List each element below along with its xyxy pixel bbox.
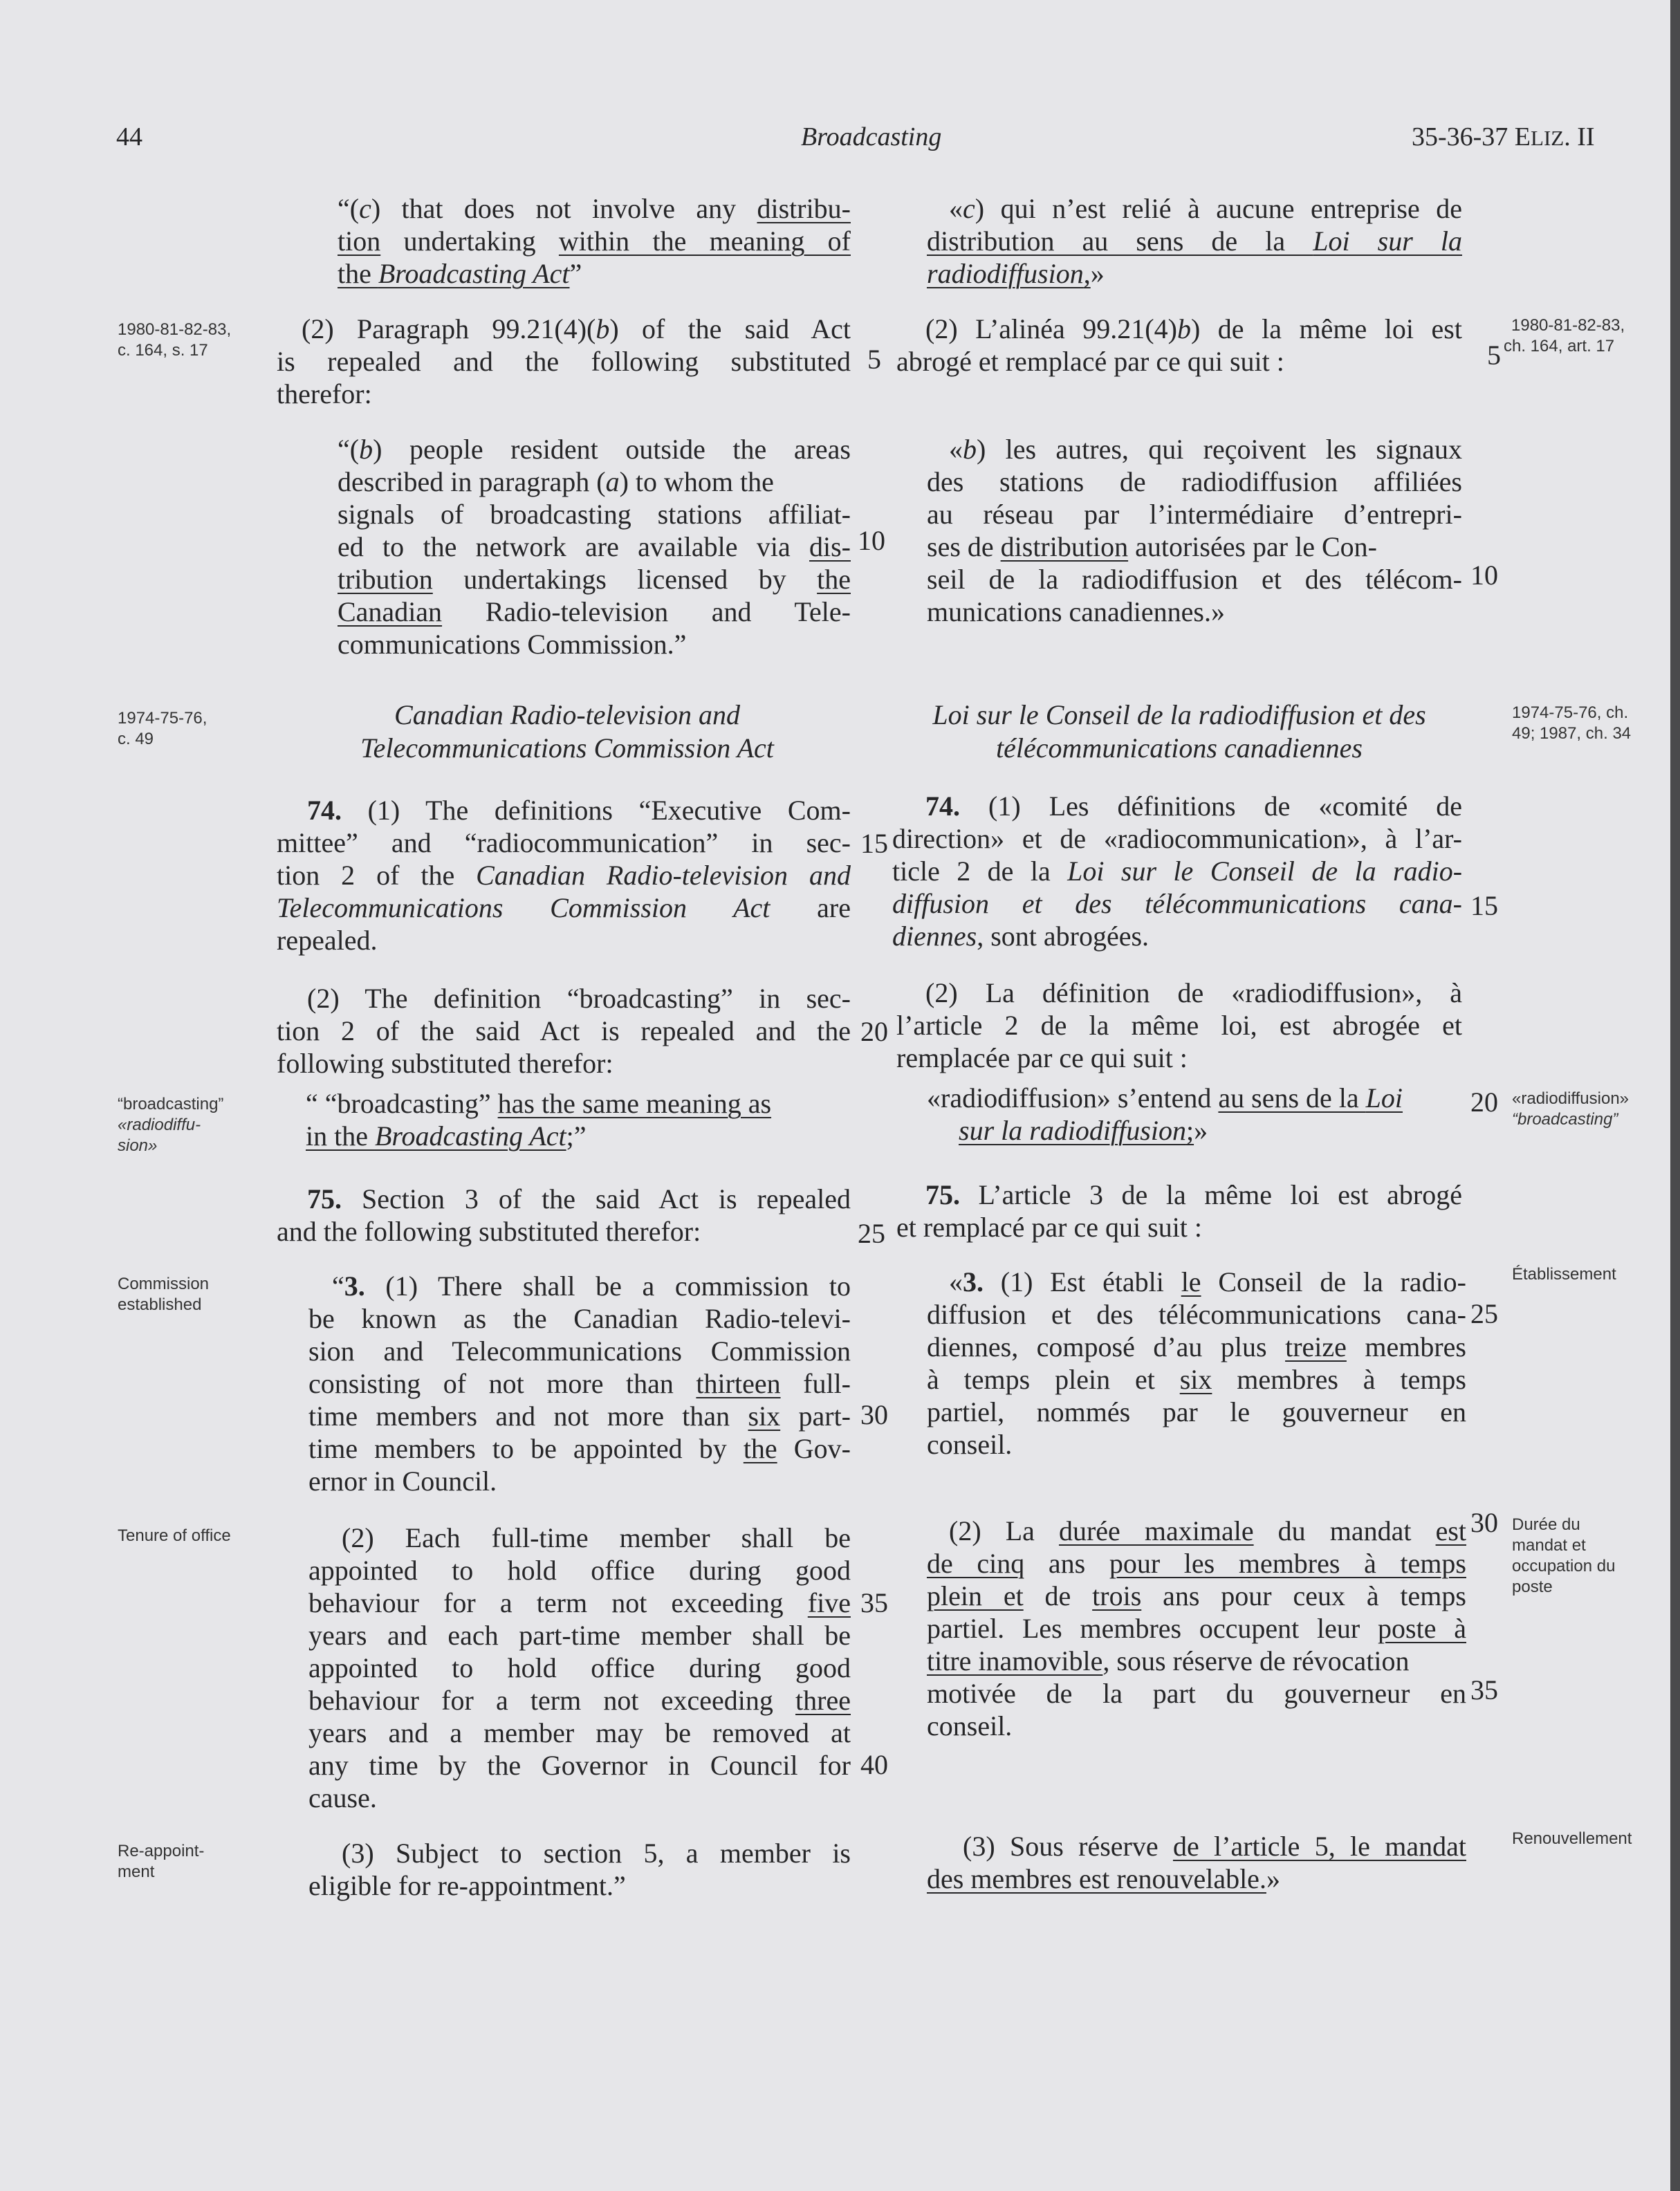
- margin-note-citation-1974-fr: 1974-75-76, ch. 49; 1987, ch. 34: [1512, 703, 1632, 743]
- line-number-15: 15: [860, 828, 888, 859]
- margin-note-citation-1980-fr: 1980-81-82-83,: [1511, 316, 1625, 335]
- margin-note-radiodiffusion: «radiodiffusion» “broadcasting”: [1512, 1089, 1630, 1129]
- en-section-3-1: “3. (1) There shall be a commission to be known as the Canadian Radio-televi- sion and Telecommunications Commission consisting of not more than thirteen full- time members and not more than six part- time members to be appointed by the Gov- ernor in Council.: [308, 1270, 851, 1497]
- en-section-75: 75. Section 3 of the said Act is repealed and the following substituted therefor:: [277, 1183, 851, 1247]
- fr-section-3-2: (2) La durée maximale du mandat est de cinq ans pour les membres à temps plein et de trois ans pour ceux à temps partiel. Les membres occupent leur poste à titre inamovible, sous réserve de révocation motivée de la part du gouverneur en conseil.: [927, 1515, 1467, 1741]
- margin-note-commission-established: Commission established: [118, 1275, 210, 1314]
- line-number-30-right: 30: [1470, 1507, 1498, 1538]
- line-number-5: 5: [867, 344, 881, 375]
- margin-note-renouvellement: Renouvellement: [1512, 1829, 1632, 1848]
- en-section-74-2: (2) The definition “broadcasting” in sec- tion 2 of the said Act is repealed and the following substituted therefor:: [277, 983, 851, 1079]
- margin-note-citation-1980: 1980-81-82-83, c. 164, s. 17: [118, 320, 232, 360]
- en-def-broadcasting: “ “broadcasting” has the same meaning as in the Broadcasting Act;”: [306, 1088, 772, 1152]
- fr-section-3-3: (3) Sous réserve de l’article 5, le mandat des membres est renouvelable.»: [927, 1831, 1466, 1894]
- line-number-25-right: 25: [1470, 1298, 1498, 1329]
- en-para-c: “(c) that does not involve any distribu- tion undertaking within the meaning of the Broadcasting Act”: [338, 193, 851, 289]
- running-title: Broadcasting: [801, 122, 942, 151]
- line-number-35: 35: [860, 1587, 888, 1618]
- line-number-40: 40: [860, 1749, 888, 1780]
- margin-note-ch164-fr: ch. 164, art. 17: [1504, 337, 1615, 355]
- en-section-74-1: 74. (1) The definitions “Executive Com- mittee” and “radiocommunication” in sec- tion 2 of the Canadian Radio-television and Telecommunications Commission Act are repealed.: [277, 795, 851, 956]
- margin-note-tenure: Tenure of office: [118, 1526, 231, 1545]
- margin-note-duree: Durée du mandat et occupation du poste: [1512, 1515, 1616, 1596]
- fr-section-3-1: «3. (1) Est établi le Conseil de la radio- diffusion et des télécommunications cana- diennes, composé d’au plus treize membres à temps plein et six membres à temps partiel, nommés par le gouverneur en conseil.: [927, 1266, 1466, 1460]
- line-number-10: 10: [858, 525, 885, 556]
- fr-section-74-1: 74. (1) Les définitions de «comité de direction» et de «radiocommunication», à l’ar- ticle 2 de la Loi sur le Conseil de la radio- diffusion et des télécommunications cana- diennes, sont abrogées.: [892, 791, 1463, 952]
- en-para-b: “(b) people resident outside the areas described in paragraph (a) to whom the signals of broadcasting stations affiliat- ed to the network are available via dis- tribution undertakings licensed by the Canadian Radio-television and Tele- communications Commission.”: [338, 434, 851, 660]
- fr-def-radiodiffusion: «radiodiffusion» s’entend au sens de la Loi sur la radiodiffusion;»: [927, 1082, 1403, 1146]
- margin-note-etablissement: Établissement: [1512, 1265, 1616, 1284]
- line-number-20-right: 20: [1470, 1087, 1498, 1118]
- line-number-30: 30: [860, 1399, 888, 1430]
- line-number-10-right: 10: [1470, 560, 1498, 591]
- line-number-5-right: 5: [1487, 340, 1501, 371]
- margin-note-citation-1974: 1974-75-76, c. 49: [118, 709, 207, 748]
- margin-note-broadcasting: “broadcasting” «radiodiffu- sion»: [118, 1095, 224, 1155]
- line-number-20: 20: [860, 1016, 888, 1047]
- line-number-15-right: 15: [1470, 890, 1498, 921]
- en-subsection-2: (2) Paragraph 99.21(4)(b) of the said Act is repealed and the following substituted therefor:: [277, 313, 851, 409]
- fr-subsection-2: (2) L’alinéa 99.21(4)b) de la même loi est abrogé et remplacé par ce qui suit :: [896, 313, 1462, 377]
- fr-section-title: Loi sur le Conseil de la radiodiffusion et des télécommunications canadiennes: [932, 699, 1426, 764]
- fr-para-c: «c) qui n’est relié à aucune entreprise de distribution au sens de la Loi sur la radiodiffusion,»: [927, 193, 1463, 289]
- en-section-3-3: (3) Subject to section 5, a member is eligible for re-appointment.”: [308, 1838, 851, 1901]
- page-number: 44: [116, 122, 142, 151]
- fr-section-75: 75. L’article 3 de la même loi est abrogé et remplacé par ce qui suit :: [896, 1179, 1462, 1243]
- regnal-year: 35-36-37 ELIZ. II: [1412, 122, 1595, 151]
- line-number-35-right: 35: [1470, 1674, 1498, 1705]
- fr-section-74-2: (2) La définition de «radiodiffusion», à l’article 2 de la même loi, est abrogée et remplacée par ce qui suit :: [896, 977, 1462, 1073]
- en-section-3-2: (2) Each full-time member shall be appointed to hold office during good behaviour for a term not exceeding five years and each part-time member shall be appointed to hold office during good behaviour for a term not exceeding three years and a member may be removed at any time by the Governor in Council for cause.: [308, 1522, 851, 1813]
- en-section-title: Canadian Radio-television and Telecommunications Commission Act: [360, 699, 774, 764]
- fr-para-b: «b) les autres, qui reçoivent les signaux des stations de radiodiffusion affiliées au réseau par l’intermédiaire d’entrepri- ses de distribution autorisées par le Con- seil de la radiodiffusion et des télécom- munications canadiennes.»: [927, 434, 1462, 627]
- page-edge-shadow: [1670, 0, 1680, 2191]
- margin-note-reappointment: Re-appoint- ment: [118, 1842, 205, 1881]
- line-number-25: 25: [858, 1218, 885, 1249]
